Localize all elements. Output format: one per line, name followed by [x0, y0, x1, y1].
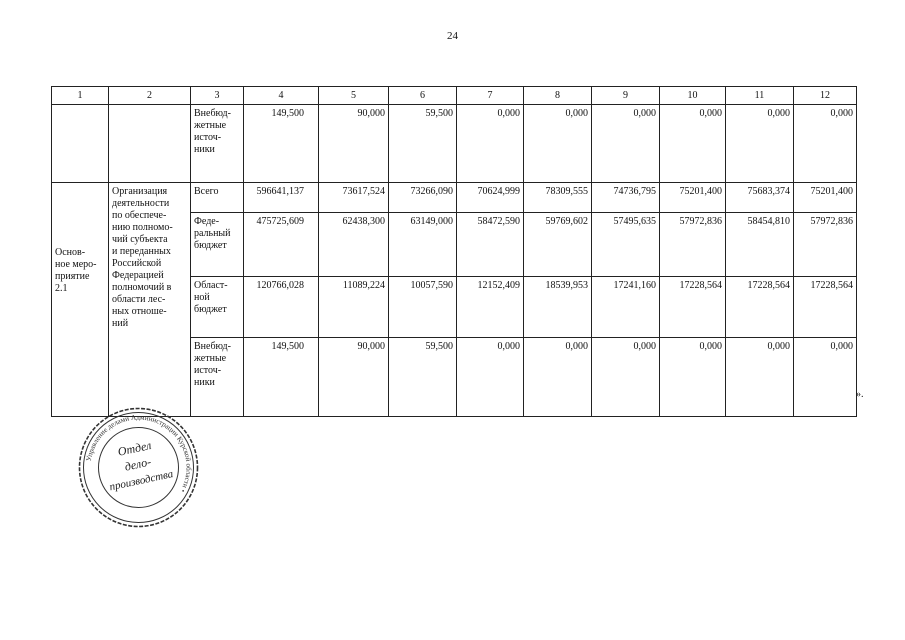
- table-row: [52, 183, 857, 213]
- value-cell: 0,000: [794, 338, 857, 417]
- table-row: [52, 105, 857, 183]
- value-cell: 12152,409: [457, 277, 524, 338]
- stamp-center-text: [101, 435, 175, 494]
- funding-source-cell: Феде- ральный бюджет: [191, 213, 244, 277]
- svg-text:Отдел: Отдел: [116, 438, 153, 459]
- value-cell: 59769,602: [524, 213, 592, 277]
- measure-description-cell: Организация деятельности по обеспече- нию полномо- чий субъекта и переданных Российской Федерацией полномочий в области лес- ных отноше- ний: [109, 183, 191, 417]
- value-cell: 63149,000: [389, 213, 457, 277]
- closing-quote-mark: ».: [856, 389, 864, 400]
- empty-cell: [109, 105, 191, 183]
- svg-text:производства: производства: [108, 468, 175, 494]
- value-cell: 73617,524: [319, 183, 389, 213]
- value-cell: 70624,999: [457, 183, 524, 213]
- page-number: 24: [447, 30, 458, 42]
- value-cell: 90,000: [319, 105, 389, 183]
- value-cell: 10057,590: [389, 277, 457, 338]
- value-cell: 475725,609: [244, 213, 319, 277]
- value-cell: 75683,374: [726, 183, 794, 213]
- column-number: 8: [524, 87, 592, 105]
- value-cell: 0,000: [726, 338, 794, 417]
- value-cell: 0,000: [660, 338, 726, 417]
- value-cell: 58454,810: [726, 213, 794, 277]
- value-cell: 120766,028: [244, 277, 319, 338]
- value-cell: 62438,300: [319, 213, 389, 277]
- value-cell: 0,000: [794, 105, 857, 183]
- value-cell: 78309,555: [524, 183, 592, 213]
- value-cell: 11089,224: [319, 277, 389, 338]
- column-number-row: [52, 87, 857, 105]
- value-cell: 18539,953: [524, 277, 592, 338]
- value-cell: 75201,400: [660, 183, 726, 213]
- column-number: 10: [660, 87, 726, 105]
- value-cell: 0,000: [592, 105, 660, 183]
- column-number: 12: [794, 87, 857, 105]
- value-cell: 59,500: [389, 338, 457, 417]
- svg-text:дело-: дело-: [123, 454, 153, 474]
- column-number: 2: [109, 87, 191, 105]
- column-number: 6: [389, 87, 457, 105]
- value-cell: 0,000: [660, 105, 726, 183]
- value-cell: 0,000: [457, 338, 524, 417]
- value-cell: 0,000: [457, 105, 524, 183]
- value-cell: 0,000: [726, 105, 794, 183]
- value-cell: 17228,564: [726, 277, 794, 338]
- value-cell: 90,000: [319, 338, 389, 417]
- value-cell: 73266,090: [389, 183, 457, 213]
- value-cell: 57972,836: [794, 213, 857, 277]
- column-number: 1: [52, 87, 109, 105]
- value-cell: 149,500: [244, 105, 319, 183]
- empty-cell: [52, 105, 109, 183]
- funding-source-cell: Област- ной бюджет: [191, 277, 244, 338]
- value-cell: 75201,400: [794, 183, 857, 213]
- value-cell: 596641,137: [244, 183, 319, 213]
- column-number: 5: [319, 87, 389, 105]
- value-cell: 57495,635: [592, 213, 660, 277]
- value-cell: 58472,590: [457, 213, 524, 277]
- value-cell: 0,000: [524, 338, 592, 417]
- measure-name-cell: Основ- ное меро- приятие 2.1: [52, 183, 109, 417]
- department-stamp: [77, 406, 200, 529]
- value-cell: 17228,564: [660, 277, 726, 338]
- value-cell: 0,000: [592, 338, 660, 417]
- value-cell: 57972,836: [660, 213, 726, 277]
- budget-table: [51, 86, 857, 417]
- value-cell: 59,500: [389, 105, 457, 183]
- funding-source-cell: Внебюд- жетные источ- ники: [191, 338, 244, 417]
- funding-source-cell: Внебюд- жетные источ- ники: [191, 105, 244, 183]
- value-cell: 149,500: [244, 338, 319, 417]
- column-number: 11: [726, 87, 794, 105]
- funding-source-cell: Всего: [191, 183, 244, 213]
- column-number: 9: [592, 87, 660, 105]
- value-cell: 17241,160: [592, 277, 660, 338]
- column-number: 4: [244, 87, 319, 105]
- column-number: 7: [457, 87, 524, 105]
- column-number: 3: [191, 87, 244, 105]
- value-cell: 17228,564: [794, 277, 857, 338]
- value-cell: 74736,795: [592, 183, 660, 213]
- value-cell: 0,000: [524, 105, 592, 183]
- stamp-ring-text: Управление делами Администрации Курской области •: [84, 413, 193, 494]
